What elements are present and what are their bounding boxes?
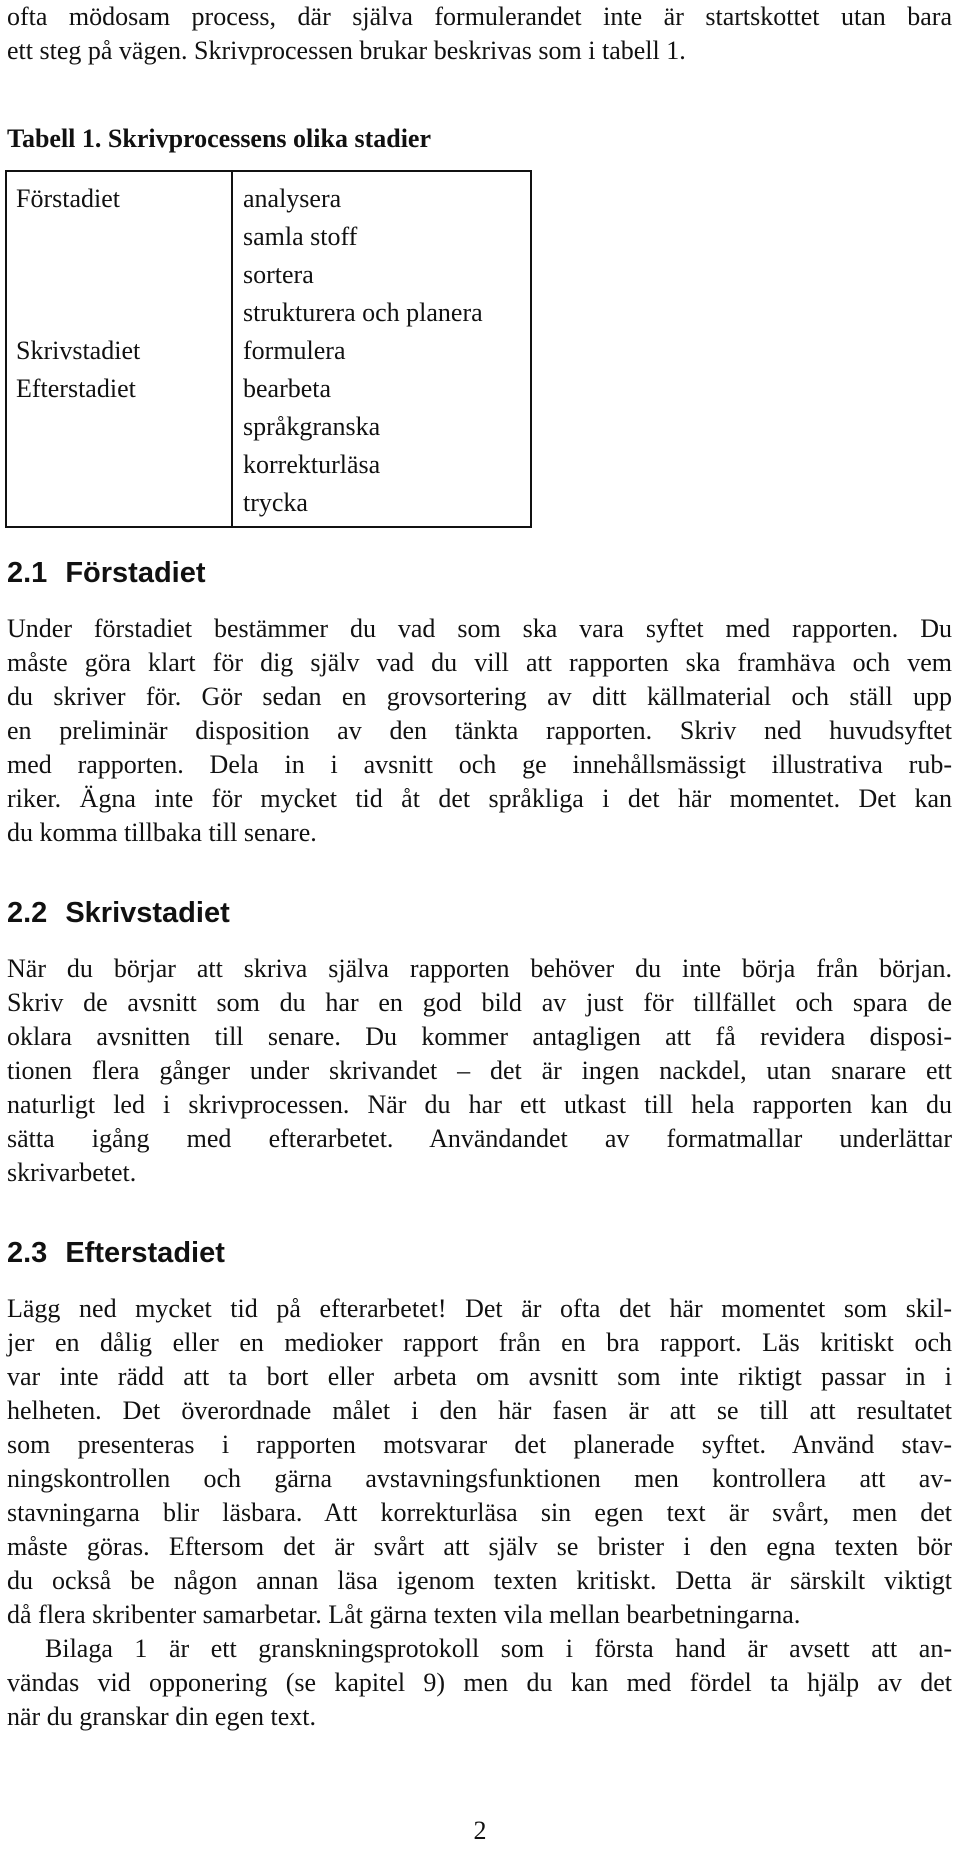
activity-item: formulera: [243, 336, 346, 365]
section-number: 2.2: [7, 897, 48, 929]
paragraph-line: Lägg ned mycket tid på efterarbetet! Det är ofta det här momentet som skil-: [7, 1294, 952, 1323]
paragraph-line: jer en dålig eller en medioker rapport från en bra rapport. Läs kritiskt och: [7, 1328, 952, 1357]
paragraph-line: måste göras. Eftersom det är svårt att själv se brister i den egna texten bör: [7, 1532, 952, 1561]
stage-label: [16, 222, 231, 260]
paragraph-line: Under förstadiet bestämmer du vad som ska vara syftet med rapporten. Du: [7, 614, 952, 643]
section-title: Förstadiet: [65, 557, 206, 589]
paragraph-line: ningskontrollen och gärna avstavningsfunktionen men kontrollera att av-: [7, 1464, 952, 1493]
intro-line: ett steg på vägen. Skrivprocessen brukar beskrivas som i tabell 1.: [7, 36, 686, 65]
paragraph-line: helheten. Det överordnade målet i den här fasen är att se till att resultatet: [7, 1396, 952, 1425]
paragraph-line: du skriver för. Gör sedan en grovsortering av ditt källmaterial och ställ upp: [7, 682, 952, 711]
paragraph-line: som presenteras i rapporten motsvarar det planerade syftet. Använd stav-: [7, 1430, 952, 1459]
activity-item: samla stoff: [243, 222, 358, 251]
paragraph-line: naturligt led i skrivprocessen. När du har ett utkast till hela rapporten kan du: [7, 1090, 952, 1119]
paragraph-line: sätta igång med efterarbetet. Användandet av formatmallar underlättar: [7, 1124, 952, 1153]
paragraph-line: skrivarbetet.: [7, 1158, 137, 1187]
paragraph-line: oklara avsnitten till senare. Du kommer antagligen att få revidera disposi-: [7, 1022, 952, 1051]
paragraph-line: måste göra klart för dig själv vad du vill att rapporten ska framhäva och vem: [7, 648, 952, 677]
activity-item: bearbeta: [243, 374, 332, 403]
activity-item: trycka: [243, 488, 308, 517]
stage-label: Efterstadiet: [16, 374, 136, 403]
paragraph-line: du också be någon annan läsa igenom texten kritiskt. Detta är särskilt viktigt: [7, 1566, 952, 1595]
paragraph-line: riker. Ägna inte för mycket tid åt det språkliga i det här momentet. Det kan: [7, 784, 952, 813]
paragraph-line: Skriv de avsnitt som du har en god bild av just för tillfället och spara de: [7, 988, 952, 1017]
section-number: 2.3: [7, 1237, 48, 1269]
activity-item: analysera: [243, 184, 342, 213]
section-heading-forstadiet: [7, 556, 206, 590]
activity-item: språkgranska: [243, 412, 381, 441]
activity-item: sortera: [243, 260, 314, 289]
stage-label: [16, 412, 231, 450]
section-heading-efterstadiet: [7, 1236, 225, 1270]
stage-label: Skrivstadiet: [16, 336, 141, 365]
paragraph-line: du komma tillbaka till senare.: [7, 818, 317, 847]
section-heading-skrivstadiet: [7, 896, 230, 930]
stage-label: [16, 298, 231, 336]
activity-item: korrekturläsa: [243, 450, 381, 479]
activity-item: strukturera och planera: [243, 298, 483, 327]
stage-column: [6, 171, 232, 527]
table-row: [6, 171, 531, 527]
paragraph-line: med rapporten. Dela in i avsnitt och ge innehållsmässigt illustrativa rub-: [7, 750, 952, 779]
stages-table: [5, 170, 532, 528]
paragraph-line: då flera skribenter samarbetar. Låt gärna texten vila mellan bearbetningarna.: [7, 1600, 801, 1629]
stage-label: [16, 260, 231, 298]
stage-label: [16, 450, 231, 488]
activities-column: [232, 171, 531, 527]
table-title: Tabell 1. Skrivprocessens olika stadier: [7, 124, 431, 153]
intro-line: ofta mödosam process, där själva formulerandet inte är startskottet utan bara: [7, 2, 952, 31]
paragraph-line: tionen flera gånger under skrivandet – det är ingen nackdel, utan snarare ett: [7, 1056, 952, 1085]
page-number: 2: [473, 1816, 487, 1845]
section-title: Efterstadiet: [65, 1237, 225, 1269]
paragraph-line: när du granskar din egen text.: [7, 1702, 317, 1731]
stage-label: Förstadiet: [16, 184, 120, 213]
paragraph-line: en preliminär disposition av den tänkta rapporten. Skriv ned huvudsyftet: [7, 716, 952, 745]
section-title: Skrivstadiet: [65, 897, 230, 929]
paragraph-line: Bilaga 1 är ett granskningsprotokoll som i första hand är avsett att an-: [45, 1634, 952, 1663]
paragraph-line: stavningarna blir läsbara. Att korrekturläsa sin egen text är svårt, men det: [7, 1498, 952, 1527]
paragraph-line: vändas vid opponering (se kapitel 9) men du kan med fördel ta hjälp av det: [7, 1668, 952, 1697]
paragraph-line: var inte rädd att ta bort eller arbeta om avsnitt som inte riktigt passar in i: [7, 1362, 952, 1391]
stage-label: [16, 488, 231, 526]
paragraph-line: När du börjar att skriva själva rapporten behöver du inte börja från början.: [7, 954, 952, 983]
section-number: 2.1: [7, 557, 48, 589]
